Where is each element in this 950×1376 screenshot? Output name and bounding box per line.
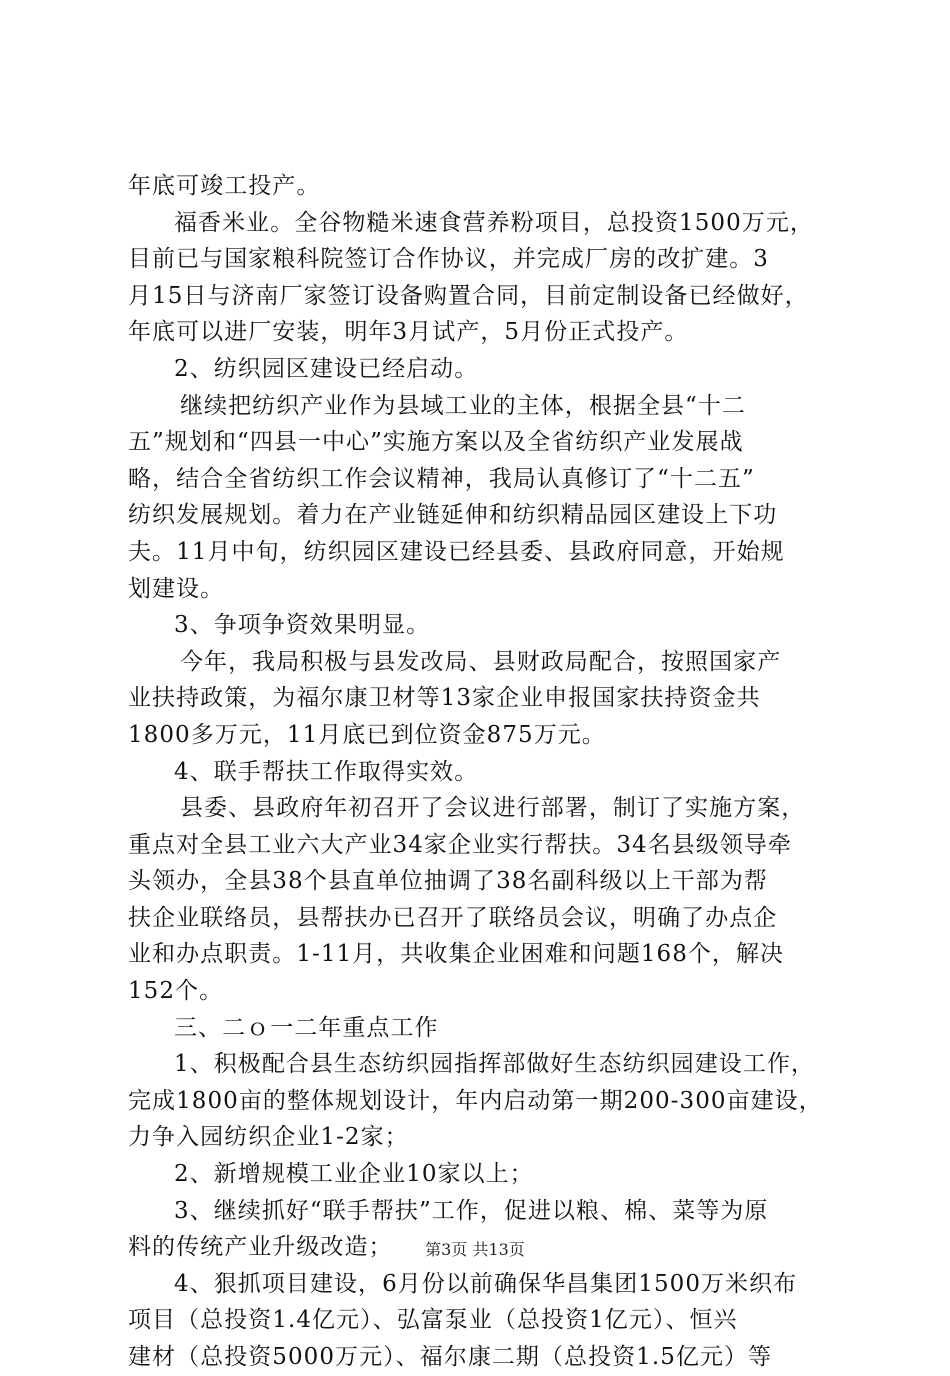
text-line: 料的传统产业升级改造； [128, 1234, 393, 1261]
section-heading: 3、争项争资效果明显。 [174, 612, 431, 639]
text-line: 年底可以进厂安装，明年3月试产，5月份正式投产。 [128, 319, 689, 346]
text-line: 项目（总投资1.4亿元）、弘富泵业（总投资1亿元）、恒兴 [128, 1307, 738, 1334]
text-line: 年底可竣工投产。 [128, 173, 321, 199]
page-footer [0, 1238, 950, 1262]
text-line: 今年，我局积极与县发改局、县财政局配合，按照国家产 [180, 648, 782, 675]
text-line: 目前已与国家粮科院签订合作协议，并完成厂房的改扩建。3 [128, 246, 769, 273]
text-line: 福香米业。全谷物糙米速食营养粉项目，总投资1500万元， [174, 209, 814, 236]
text-line: 完成1800亩的整体规划设计，年内启动第一期200-300亩建设， [128, 1087, 823, 1114]
text-line: 纺织发展规划。着力在产业链延伸和纺织精品园区建设上下功 [128, 502, 778, 529]
text-line: 1800多万元，11月底已到位资金875万元。 [128, 721, 606, 748]
text-line: 头领办，全县38个县直单位抽调了38名副科级以上干部为帮 [128, 868, 768, 895]
list-item: 2、新增规模工业企业10家以上； [174, 1161, 534, 1188]
text-line: 152个。 [128, 978, 224, 1005]
text-line: 建材（总投资5000万元）、福尔康二期（总投资1.5亿元）等 [128, 1344, 773, 1370]
text-line: 五”规划和“四县一中心”实施方案以及全省纺织产业发展战 [128, 429, 744, 456]
text-line: 力争入园纺织企业1-2家； [128, 1124, 409, 1151]
section-heading: 2、纺织园区建设已经启动。 [174, 355, 479, 382]
text-line: 继续把纺织产业作为县域工业的主体，根据全县“十二 [180, 392, 746, 419]
text-line: 划建设。 [128, 575, 225, 602]
list-item: 3、继续抓好“联手帮扶”工作，促进以粮、棉、菜等为原 [174, 1197, 769, 1224]
text-line: 扶企业联络员，县帮扶办已召开了联络员会议，明确了办点企 [128, 904, 778, 931]
text-line: 重点对全县工业六大产业34家企业实行帮扶。34名县级领导牵 [128, 831, 792, 858]
section-heading: 4、联手帮扶工作取得实效。 [174, 758, 479, 785]
list-item: 4、狠抓项目建设，6月份以前确保华昌集团1500万米织布 [174, 1270, 798, 1297]
page-number: 第3页 共13页 [425, 1240, 525, 1259]
text-line: 略，结合全省纺织工作会议精神，我局认真修订了“十二五” [128, 465, 755, 492]
text-line: 夫。11月中旬，纺织园区建设已经县委、县政府同意，开始规 [128, 538, 785, 565]
text-line: 月15日与济南厂家签订设备购置合同，目前定制设备已经做好， [128, 282, 809, 309]
text-line: 业和办点职责。1-11月，共收集企业困难和问题168个，解决 [128, 941, 785, 968]
list-item: 1、积极配合县生态纺织园指挥部做好生态纺织园建设工作， [174, 1051, 815, 1078]
section-heading: 三、二ｏ一二年重点工作 [174, 1014, 439, 1041]
text-line: 县委、县政府年初召开了会议进行部署，制订了实施方案， [180, 795, 806, 822]
document-body [128, 168, 832, 1376]
text-line: 业扶持政策，为福尔康卫材等13家企业申报国家扶持资金共 [128, 685, 761, 712]
